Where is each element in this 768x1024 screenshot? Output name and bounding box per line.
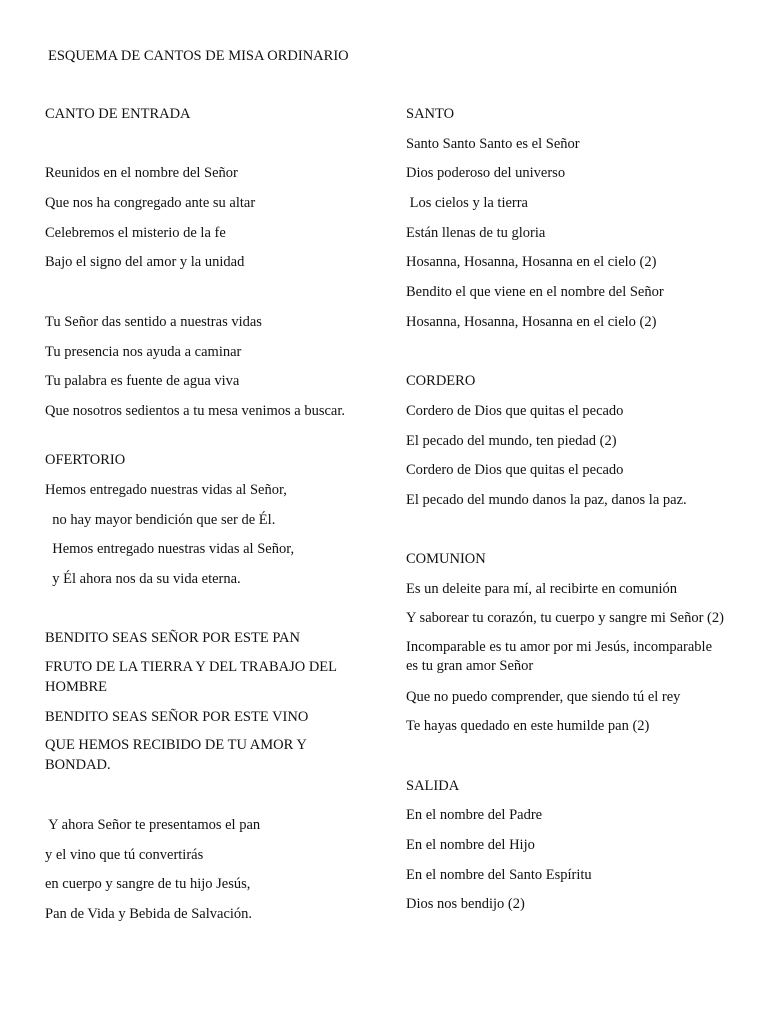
section-heading-entrada: CANTO DE ENTRADA <box>45 106 191 122</box>
song-line: Y saborear tu corazón, tu cuerpo y sangre mi Señor (2) <box>406 609 724 626</box>
song-line: Tu Señor das sentido a nuestras vidas <box>45 313 262 330</box>
spacer <box>45 785 375 815</box>
song-line: En el nombre del Santo Espíritu <box>406 866 592 883</box>
song-line: Los cielos y la tierra <box>406 195 528 212</box>
song-line: El pecado del mundo danos la paz, danos la paz. <box>406 491 687 508</box>
section-heading-comunion: COMUNION <box>406 551 486 568</box>
song-line: Y ahora Señor te presentamos el pan <box>45 816 261 833</box>
song-line: Hemos entregado nuestras vidas al Señor, <box>45 541 295 558</box>
song-line: Hemos entregado nuestras vidas al Señor, <box>45 481 287 498</box>
song-line: Cordero de Dios que quitas el pecado <box>406 402 624 419</box>
song-line: Bajo el signo del amor y la unidad <box>45 254 245 271</box>
spacer <box>406 520 726 550</box>
ofertorio-section <box>45 450 375 924</box>
song-line: en cuerpo y sangre de tu hijo Jesús, <box>45 876 251 893</box>
song-line: y el vino que tú convertirás <box>45 846 204 863</box>
song-line: Que nos ha congregado ante su altar <box>45 195 256 212</box>
song-line: El pecado del mundo, ten piedad (2) <box>406 432 617 449</box>
song-line: Tu palabra es fuente de agua viva <box>45 373 240 390</box>
salida-section <box>406 776 726 915</box>
document-title: ESQUEMA DE CANTOS DE MISA ORDINARIO <box>48 48 349 64</box>
song-line: y Él ahora nos da su vida eterna. <box>45 571 241 587</box>
song-line: Te hayas quedado en este humilde pan (2) <box>406 718 650 735</box>
spacer <box>406 746 726 776</box>
song-line: Reunidos en el nombre del Señor <box>45 165 238 182</box>
santo-section <box>406 104 726 332</box>
song-line: BENDITO SEAS SEÑOR POR ESTE VINO <box>45 708 309 725</box>
song-line: En el nombre del Hijo <box>406 837 535 853</box>
section-heading-santo: SANTO <box>406 106 455 122</box>
spacer <box>406 342 726 372</box>
section-heading-ofertorio: OFERTORIO <box>45 452 126 469</box>
right-column <box>406 104 726 924</box>
song-line: BENDITO SEAS SEÑOR POR ESTE PAN <box>45 630 301 647</box>
song-line: Bendito el que viene en el nombre del Señor <box>406 284 664 301</box>
song-line: Incomparable es tu amor por mi Jesús, incomparable es tu gran amor Señor <box>406 638 716 675</box>
spacer <box>45 134 375 164</box>
song-line: Es un deleite para mí, al recibirte en comunión <box>406 581 677 597</box>
song-line: Tu presencia nos ayuda a caminar <box>45 343 242 360</box>
spacer <box>45 599 375 629</box>
section-heading-cordero: CORDERO <box>406 373 476 390</box>
song-line: Celebremos el misterio de la fe <box>45 224 226 241</box>
left-column <box>45 104 375 934</box>
cordero-section <box>406 371 726 510</box>
spacer <box>45 282 375 312</box>
song-line: Cordero de Dios que quitas el pecado <box>406 462 624 479</box>
canto-de-entrada-section <box>45 104 375 421</box>
song-line: Dios nos bendijo (2) <box>406 896 525 913</box>
song-line: Están llenas de tu gloria <box>406 224 546 241</box>
song-line: QUE HEMOS RECIBIDO DE TU AMOR Y BONDAD. <box>45 737 310 773</box>
song-line: Pan de Vida y Bebida de Salvación. <box>45 905 253 922</box>
comunion-section <box>406 549 726 736</box>
song-line: Hosanna, Hosanna, Hosanna en el cielo (2) <box>406 254 657 271</box>
song-line: FRUTO DE LA TIERRA Y DEL TRABAJO DEL HOMBRE <box>45 659 341 695</box>
song-line: En el nombre del Padre <box>406 807 543 824</box>
song-line: no hay mayor bendición que ser de Él. <box>45 511 276 528</box>
song-line: Dios poderoso del universo <box>406 165 566 182</box>
song-line: Santo Santo Santo es el Señor <box>406 135 580 152</box>
spacer <box>45 431 375 451</box>
song-line: Que nosotros sedientos a tu mesa venimos a buscar. <box>45 402 346 419</box>
song-line: Hosanna, Hosanna, Hosanna en el cielo (2) <box>406 313 657 330</box>
section-heading-salida: SALIDA <box>406 777 460 794</box>
song-line: Que no puedo comprender, que siendo tú el rey <box>406 688 681 705</box>
